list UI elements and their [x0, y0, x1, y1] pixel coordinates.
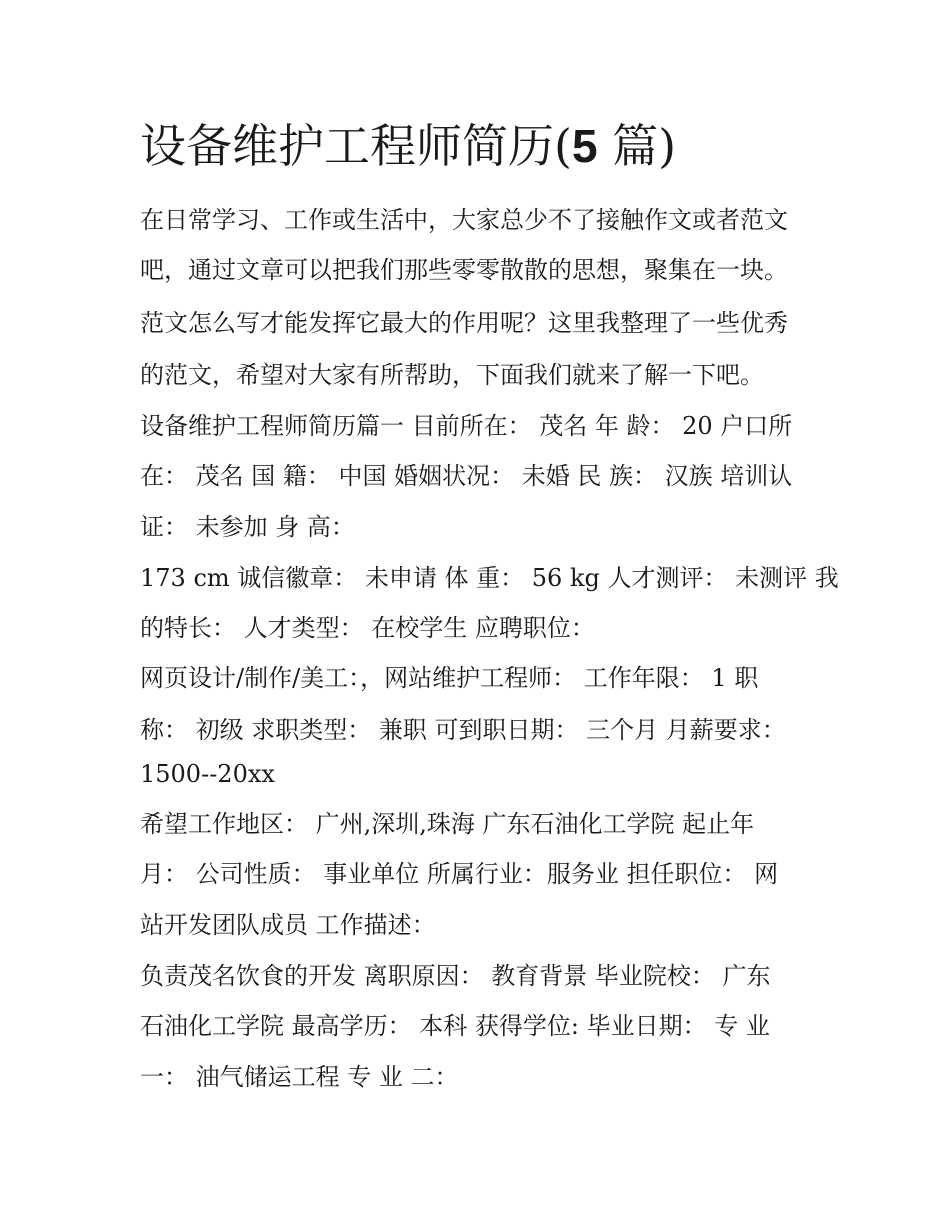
body-line-15: 站开发团队成员 工作描述： [140, 911, 436, 939]
body-line-3: 范文怎么写才能发挥它最大的作用呢？这里我整理了一些优秀 [140, 309, 788, 337]
body-line-9: 的特长： 人才类型： 在校学生 应聘职位： [140, 614, 595, 642]
body-line-2: 吧，通过文章可以把我们那些零零散散的思想，聚集在一块。 [140, 256, 788, 284]
body-line-12: 1500--20xx [140, 760, 275, 788]
body-line-14: 月： 公司性质： 事业单位 所属行业：服务业 担任职位： 网 [140, 860, 779, 888]
title-count: 5 [571, 120, 598, 172]
body-line-13: 希望工作地区： 广州,深圳,珠海 广东石油化工学院 起止年 [140, 810, 755, 838]
body-line-6: 在： 茂名 国 籍： 中国 婚姻状况： 未婚 民 族： 汉族 培训认 [140, 462, 793, 490]
body-line-17: 石油化工学院 最高学历： 本科 获得学位: 毕业日期： 专 业 [140, 1012, 770, 1040]
body-line-1: 在日常学习、工作或生活中，大家总少不了接触作文或者范文 [140, 206, 788, 234]
title-suffix: 篇) [597, 119, 677, 173]
body-line-18: 一： 油气储运工程 专 业 二： [140, 1063, 459, 1091]
body-line-10: 网页设计/制作/美工：，网站维护工程师： 工作年限： 1 职 [140, 664, 759, 692]
body-line-8: 173 cm 诚信徽章： 未申请 体 重： 56 kg 人才测评： 未测评 我 [140, 564, 839, 592]
document-title [140, 116, 676, 176]
body-line-5: 设备维护工程师简历篇一 目前所在： 茂名 年 龄： 20 户口所 [140, 412, 793, 440]
body-line-4: 的范文，希望对大家有所帮助，下面我们就来了解一下吧。 [140, 361, 764, 389]
body-line-16: 负责茂名饮食的开发 离职原因： 教育背景 毕业院校： 广东 [140, 962, 771, 990]
body-line-11: 称： 初级 求职类型： 兼职 可到职日期： 三个月 月薪要求： [140, 716, 786, 744]
title-text: 设备维护工程师简历( [140, 119, 572, 173]
body-line-7: 证： 未参加 身 高： [140, 513, 355, 541]
